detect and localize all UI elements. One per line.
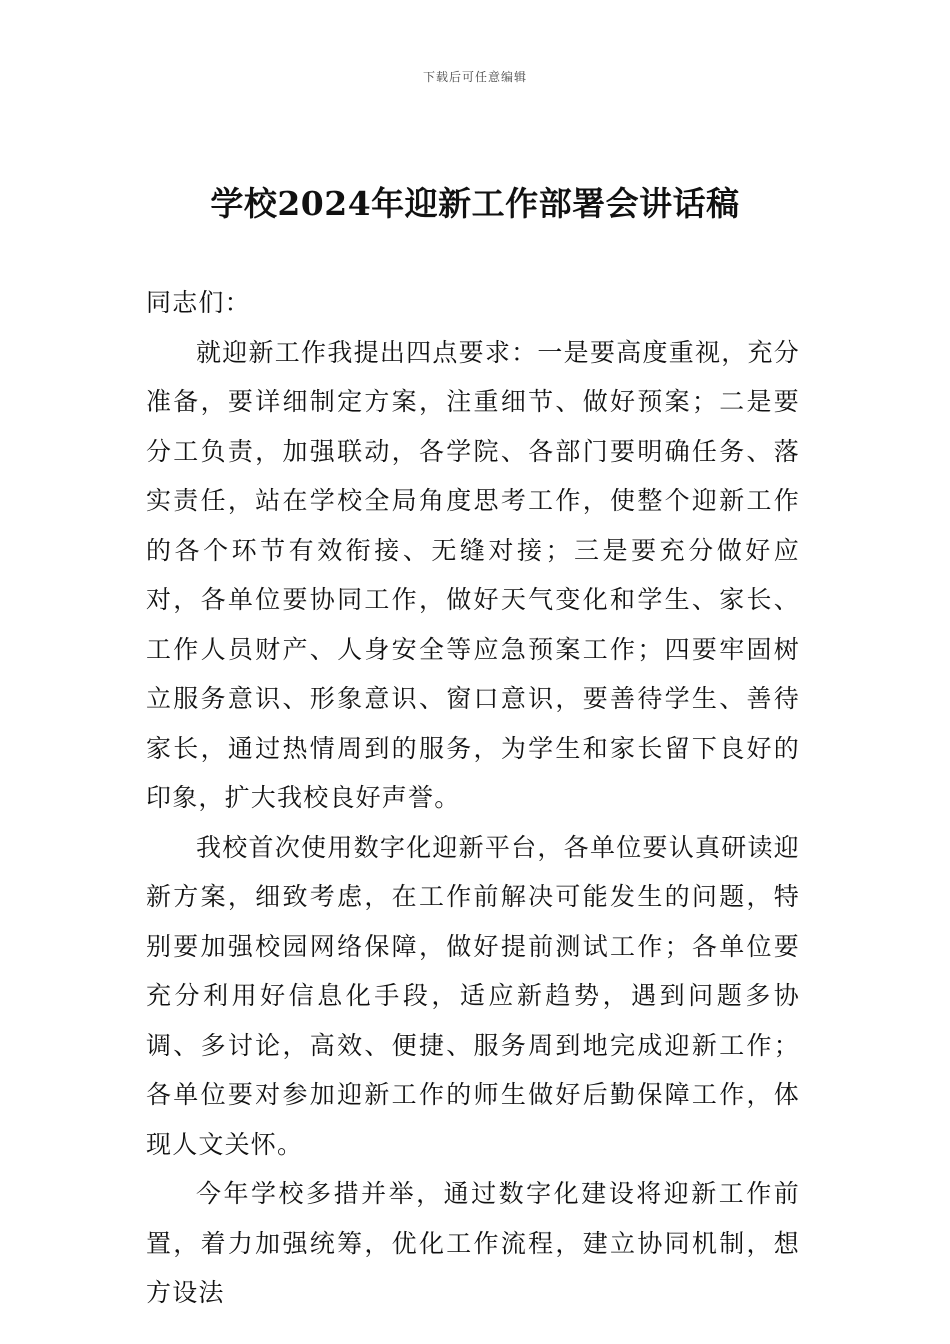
- paragraph-2: 我校首次使用数字化迎新平台，各单位要认真研读迎新方案，细致考虑，在工作前解决可能发生的问题，特别要加强校园网络保障，做好提前测试工作；各单位要充分利用好信息化手段，适应新趋势，遇到问题多协调、多讨论，高效、便捷、服务周到地完成迎新工作；各单位要对参加迎新工作的师生做好后勤保障工作，体现人文关怀。: [146, 832, 800, 1159]
- paragraph-1: 就迎新工作我提出四点要求：一是要高度重视，充分准备，要详细制定方案，注重细节、做好预案；二是要分工负责，加强联动，各学院、各部门要明确任务、落实责任，站在学校全局角度思考工作，使整个迎新工作的各个环节有效衔接、无缝对接；三是要充分做好应对，各单位要协同工作，做好天气变化和学生、家长、工作人员财产、人身安全等应急预案工作；四要牢固树立服务意识、形象意识、窗口意识，要善待学生、善待家长，通过热情周到的服务，为学生和家长留下良好的印象，扩大我校良好声誉。: [146, 337, 800, 812]
- document-title: 学校2024年迎新工作部署会讲话稿: [210, 184, 740, 223]
- salutation: 同志们：: [146, 288, 251, 317]
- paragraph-3: 今年学校多措并举，通过数字化建设将迎新工作前置，着力加强统筹，优化工作流程，建立协同机制，想方设法: [146, 1179, 800, 1307]
- header-note: 下载后可任意编辑: [422, 70, 527, 84]
- document-body: [146, 278, 800, 1318]
